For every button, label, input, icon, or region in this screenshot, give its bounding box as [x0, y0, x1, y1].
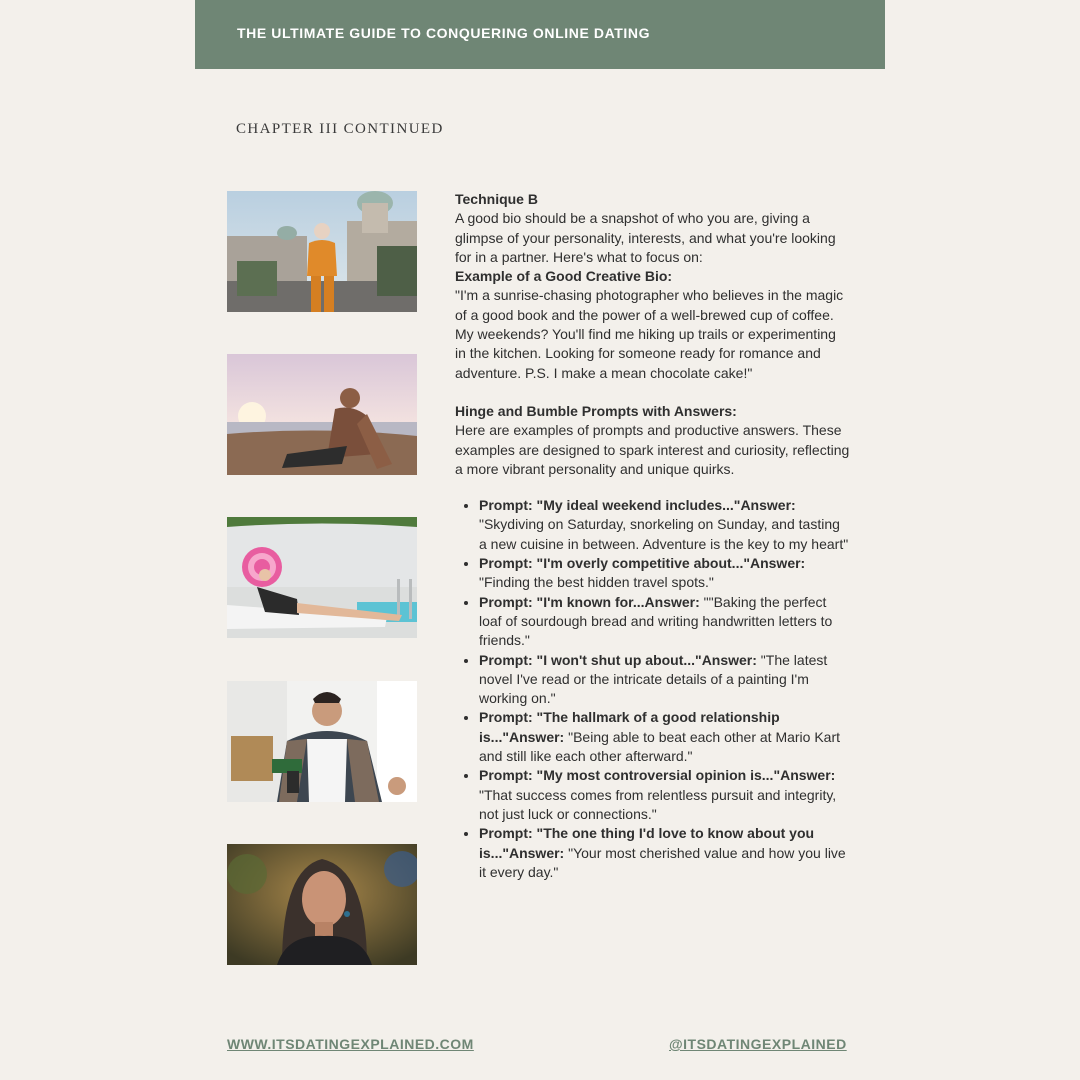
prompt-question: Prompt: "I'm known for...Answer: — [479, 593, 700, 610]
photo-man-holding-drill-image — [227, 681, 417, 802]
prompt-item — [479, 766, 850, 824]
bio-text: "I'm a sunrise-chasing photographer who believes in the magic of a good book and the power of a well-brewed cup of coffee. My weekends? You'll find me hiking up trails or experimenting in the kitchen. Looking for someone ready for romance and adventure. P.S. I make a mean chocolate cake!" — [455, 287, 844, 381]
prompt-answer: "Being able to beat each other at Mario Kart and still like each other afterward." — [479, 728, 841, 765]
header-bar — [195, 0, 885, 69]
document-title: THE ULTIMATE GUIDE TO CONQUERING ONLINE DATING — [237, 25, 651, 41]
photo-woman-pink-hat-poolside — [227, 517, 417, 638]
website-link[interactable]: WWW.ITSDATINGEXPLAINED.COM — [227, 1036, 474, 1052]
intro-paragraph: A good bio should be a snapshot of who you are, giving a glimpse of your personality, interests, and what you're looking for in a partner. Here's what to focus on: — [455, 210, 836, 265]
photo-man-beach-selfie — [227, 354, 417, 475]
chapter-heading: CHAPTER III CONTINUED — [236, 121, 444, 137]
prompt-item — [479, 593, 850, 651]
photo-woman-portrait-image — [227, 844, 417, 965]
prompt-item — [479, 651, 850, 709]
technique-heading: Technique B — [455, 191, 538, 207]
prompts-list — [455, 496, 850, 882]
prompts-intro: Here are examples of prompts and productive answers. These examples are designed to spark interest and curiosity, reflecting a more vibrant personality and unique quirks. — [455, 422, 850, 477]
prompt-question: Prompt: "I won't shut up about..."Answer: — [479, 651, 757, 668]
prompt-item — [479, 708, 850, 766]
prompt-answer: "Finding the best hidden travel spots." — [479, 574, 714, 591]
prompt-item — [479, 554, 850, 593]
prompt-answer: "That success comes from relentless pursuit and integrity, not just luck or connections." — [479, 786, 837, 822]
prompt-answer: ""Baking the perfect loaf of sourdough bread and writing handwritten letters to friends." — [479, 593, 833, 649]
prompt-answer: "The latest novel I've read or the intricate details of a painting I'm working on." — [479, 651, 828, 707]
prompt-item — [479, 496, 850, 554]
photo-man-holding-drill — [227, 681, 417, 802]
prompt-question: Prompt: "My most controversial opinion is..."Answer: — [479, 767, 836, 784]
bio-heading: Example of a Good Creative Bio: — [455, 268, 673, 285]
prompt-question: Prompt: "I'm overly competitive about..."Answer: — [479, 555, 806, 572]
prompt-item — [479, 824, 850, 882]
photo-man-beach-selfie-image — [227, 354, 417, 475]
content-column — [455, 190, 850, 882]
prompt-question: Prompt: "My ideal weekend includes..."Answer: — [479, 497, 796, 514]
social-handle-link[interactable]: @ITSDATINGEXPLAINED — [669, 1036, 847, 1052]
prompt-answer: "Your most cherished value and how you live it every day." — [479, 844, 846, 880]
prompt-question: Prompt: "The one thing I'd love to know about you is..."Answer: — [479, 825, 815, 861]
photo-woman-orange-outfit-image — [227, 191, 417, 312]
prompt-question: Prompt: "The hallmark of a good relationship is..."Answer: — [479, 709, 780, 745]
prompts-heading: Hinge and Bumble Prompts with Answers: — [455, 402, 737, 419]
photo-woman-pink-hat-image — [227, 517, 417, 638]
prompt-answer: "Skydiving on Saturday, snorkeling on Sunday, and tasting a new cuisine in between. Adventure is the key to my heart" — [479, 516, 849, 552]
photo-woman-portrait — [227, 844, 417, 965]
photo-woman-orange-outfit — [227, 191, 417, 312]
